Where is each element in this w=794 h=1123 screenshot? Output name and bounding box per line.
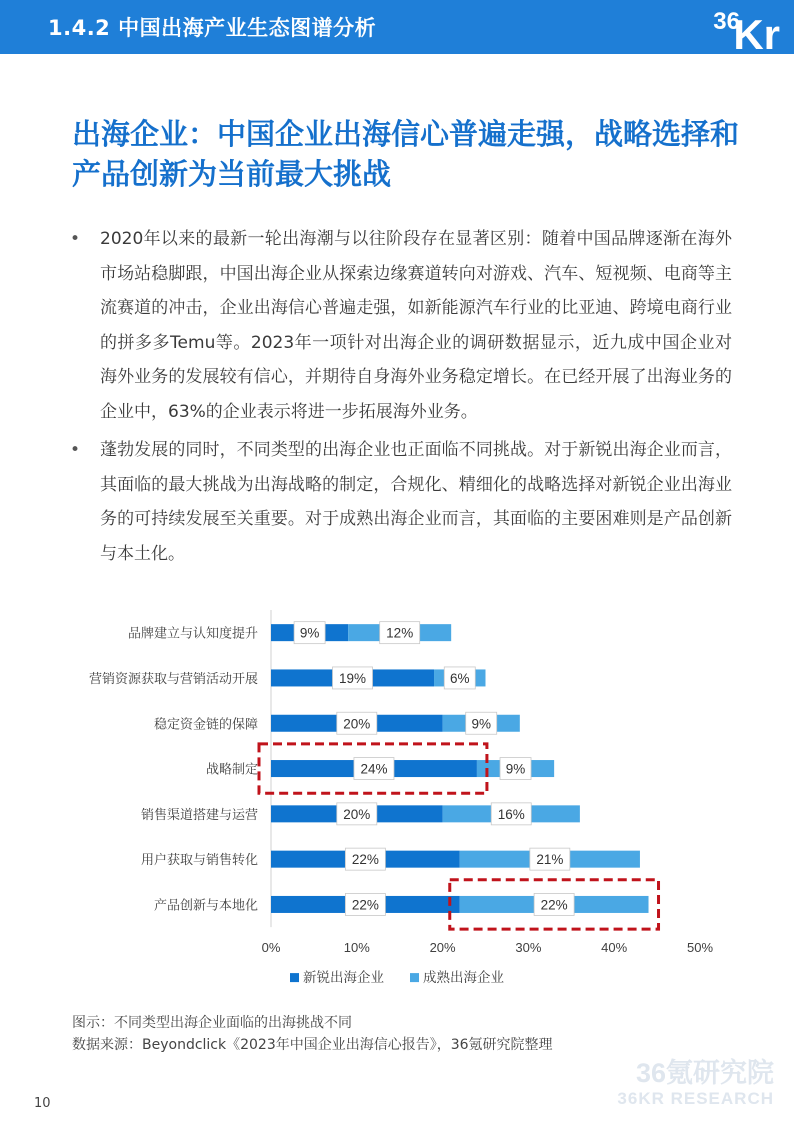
data-label: 9% [471, 716, 491, 732]
figure-caption [72, 1012, 553, 1056]
watermark-line1: 36氪研究院 [635, 1058, 774, 1088]
category-label: 品牌建立与认知度提升 [127, 626, 258, 642]
data-label: 6% [450, 670, 470, 686]
data-label: 24% [360, 761, 388, 777]
x-tick-label: 50% [686, 940, 714, 956]
category-label: 用户获取与销售转化 [140, 853, 258, 869]
data-label: 16% [497, 806, 525, 822]
category-label: 战略制定 [205, 762, 258, 778]
bullet-text: 蓬勃发展的同时，不同类型的出海企业也正面临不同挑战。对于新锐出海企业而言，其面临的最大挑战为出海战略的制定，合规化、精细化的战略选择对新锐企业出海业务的可持续发展至关重要。对于成熟出海企业而言，其面临的主要困难则是产品创新与本土化。 [100, 440, 732, 564]
data-label: 19% [338, 670, 367, 686]
data-label: 22% [540, 897, 568, 913]
bullet-dot: • [70, 440, 81, 460]
data-label: 22% [351, 897, 379, 913]
x-tick-label: 0% [261, 940, 281, 956]
x-tick-label: 30% [515, 940, 542, 956]
logo-top: 36 [713, 8, 740, 35]
legend-label: 新锐出海企业 [303, 970, 384, 987]
section-title: 1.4.2 中国出海产业生态图谱分析 [48, 16, 377, 40]
legend-swatch [410, 973, 419, 982]
caption-source: 数据来源：Beyondclick《2023年中国企业出海信心报告》，36氪研究院整理 [72, 1037, 553, 1053]
page-headline: 出海企业：中国企业出海信心普遍走强，战略选择和产品创新为当前最大挑战 [72, 117, 740, 191]
legend-label: 成熟出海企业 [423, 970, 504, 987]
data-label: 22% [351, 852, 379, 868]
x-tick-label: 20% [429, 940, 456, 956]
logo-bottom: Kr [733, 11, 780, 58]
bullet-item [72, 433, 732, 571]
x-tick-label: 10% [343, 940, 370, 956]
category-label: 产品创新与本地化 [153, 898, 258, 914]
header-bar [0, 0, 794, 58]
category-label: 销售渠道搭建与运营 [140, 807, 258, 823]
caption-title: 图示：不同类型出海企业面临的出海挑战不同 [72, 1015, 352, 1031]
data-label: 12% [386, 625, 414, 641]
category-label: 稳定资金链的保障 [153, 717, 258, 733]
page-number: 10 [34, 1096, 51, 1111]
data-label: 9% [505, 761, 526, 777]
legend-swatch [290, 973, 299, 982]
category-label: 营销资源获取与营销活动开展 [88, 671, 258, 687]
data-label: 20% [343, 806, 371, 822]
bullet-dot: • [70, 229, 81, 249]
challenge-bar-chart [50, 610, 750, 990]
data-label: 20% [343, 716, 371, 732]
watermark [617, 1058, 774, 1110]
data-label: 9% [299, 625, 320, 641]
bullet-item [72, 222, 732, 429]
x-tick-label: 40% [601, 940, 628, 956]
watermark-line2: 36KR RESEARCH [617, 1089, 774, 1108]
data-label: 21% [536, 852, 564, 868]
bullet-list [72, 222, 732, 575]
bullet-text: 2020年以来的最新一轮出海潮与以往阶段存在显著区别：随着中国品牌逐渐在海外市场站稳脚跟，中国出海企业从探索边缘赛道转向对游戏、汽车、短视频、电商等主流赛道的冲击，企业出海信心普遍走强，如新能源汽车行业的比亚迪、跨境电商行业的拼多多Temu等。2023年一项针对出海企业的调研数据显示，近九成中国企业对海外业务的发展较有信心，并期待自身海外业务稳定增长。在已经开展了出海业务的企业中，63%的企业表示将进一步拓展海外业务。 [100, 229, 732, 422]
